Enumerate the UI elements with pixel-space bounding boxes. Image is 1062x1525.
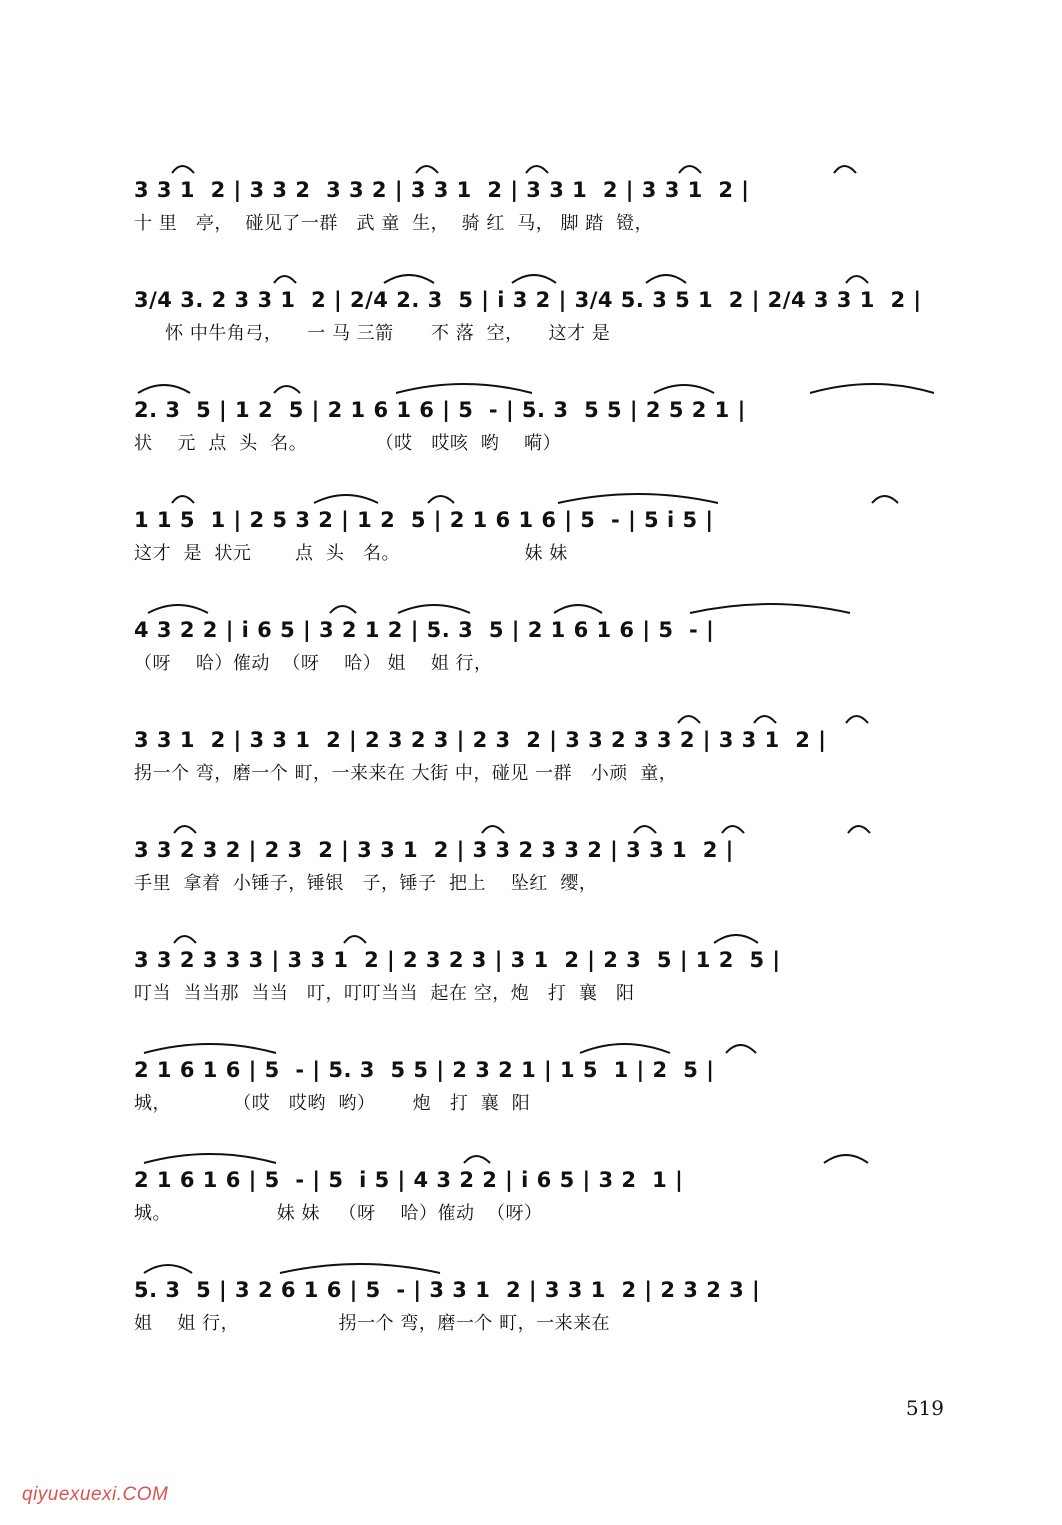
score-system-4 [134,485,946,577]
score-system-11 [134,1255,946,1347]
notation-line: 2 1 6 1 6 | 5 - | 5 i 5 | 4 3 2 2 | i 6 5 | 3 2 1 | [134,1168,684,1192]
notation-line: 3 3 1 2 | 3 3 2 3 3 2 | 3 3 1 2 | 3 3 1 2 | 3 3 1 2 | [134,178,750,202]
lyric-line: 手里 拿着 小锤子，锤银 子，锤子 把上 坠红 缨， [134,873,598,894]
notation-line: 3 3 1 2 | 3 3 1 2 | 2 3 2 3 | 2 3 2 | 3 3 2 3 3 2 | 3 3 1 2 | [134,728,827,752]
notation-line: 1 1 5 1 | 2 5 3 2 | 1 2 5 | 2 1 6 1 6 | 5 - | 5 i 5 | [134,508,714,532]
notation-line: 3 3 2 3 3 3 | 3 3 1 2 | 2 3 2 3 | 3 1 2 | 2 3 5 | 1 2 5 | [134,948,781,972]
lyric-line: 十 里 亭， 碰见了一群 武 童 生， 骑 红 马， 脚 踏 镫， [134,213,654,234]
lyric-line: 姐 姐 行， 拐一个 弯，磨一个 町，一来来在 [134,1313,611,1334]
page-number: 519 [905,1396,944,1420]
notation-line: 3/4 3. 2 3 3 1 2 | 2/4 2. 3 5 | i 3 2 | 3/4 5. 3 5 1 2 | 2/4 3 3 1 2 | [134,288,922,312]
score-system-2 [134,265,946,357]
score-system-1 [134,155,946,247]
notation-line: 2. 3 5 | 1 2 5 | 2 1 6 1 6 | 5 - | 5. 3 5 5 | 2 5 2 1 | [134,398,746,422]
score-system-3 [134,375,946,467]
score-system-8 [134,925,946,1017]
lyric-line: 怀 中牛角弓， 一 马 三箭 不 落 空， 这才 是 [134,323,611,344]
score-system-10 [134,1145,946,1237]
score-system-6 [134,705,946,797]
notation-line: 4 3 2 2 | i 6 5 | 3 2 1 2 | 5. 3 5 | 2 1 6 1 6 | 5 - | [134,618,715,642]
score-system-9 [134,1035,946,1127]
lyric-line: 这才 是 状元 点 头 名。 妹 妹 [134,543,568,564]
lyric-line: 拐一个 弯，磨一个 町，一来来在 大街 中，碰见 一群 小顽 童， [134,763,678,784]
notation-line: 2 1 6 1 6 | 5 - | 5. 3 5 5 | 2 3 2 1 | 1 5 1 | 2 5 | [134,1058,715,1082]
lyric-line: 状 元 点 头 名。 （哎 哎咳 哟 嗬） [134,433,562,454]
lyric-line: 叮当 当当那 当当 叮，叮叮当当 起在 空，炮 打 襄 阳 [134,983,635,1004]
lyric-line: 城。 妹 妹 （呀 哈）傕动 （呀） [134,1203,543,1224]
lyric-line: （呀 哈）傕动 （呀 哈） 姐 姐 行， [134,653,493,674]
notation-line: 5. 3 5 | 3 2 6 1 6 | 5 - | 3 3 1 2 | 3 3 1 2 | 2 3 2 3 | [134,1278,761,1302]
score-system-5 [134,595,946,687]
notation-line: 3 3 2 3 2 | 2 3 2 | 3 3 1 2 | 3 3 2 3 3 2 | 3 3 1 2 | [134,838,734,862]
site-watermark: qiyuexuexi.COM [22,1484,169,1505]
lyric-line: 城， （哎 哎哟 哟） 炮 打 襄 阳 [134,1093,531,1114]
score-system-7 [134,815,946,907]
